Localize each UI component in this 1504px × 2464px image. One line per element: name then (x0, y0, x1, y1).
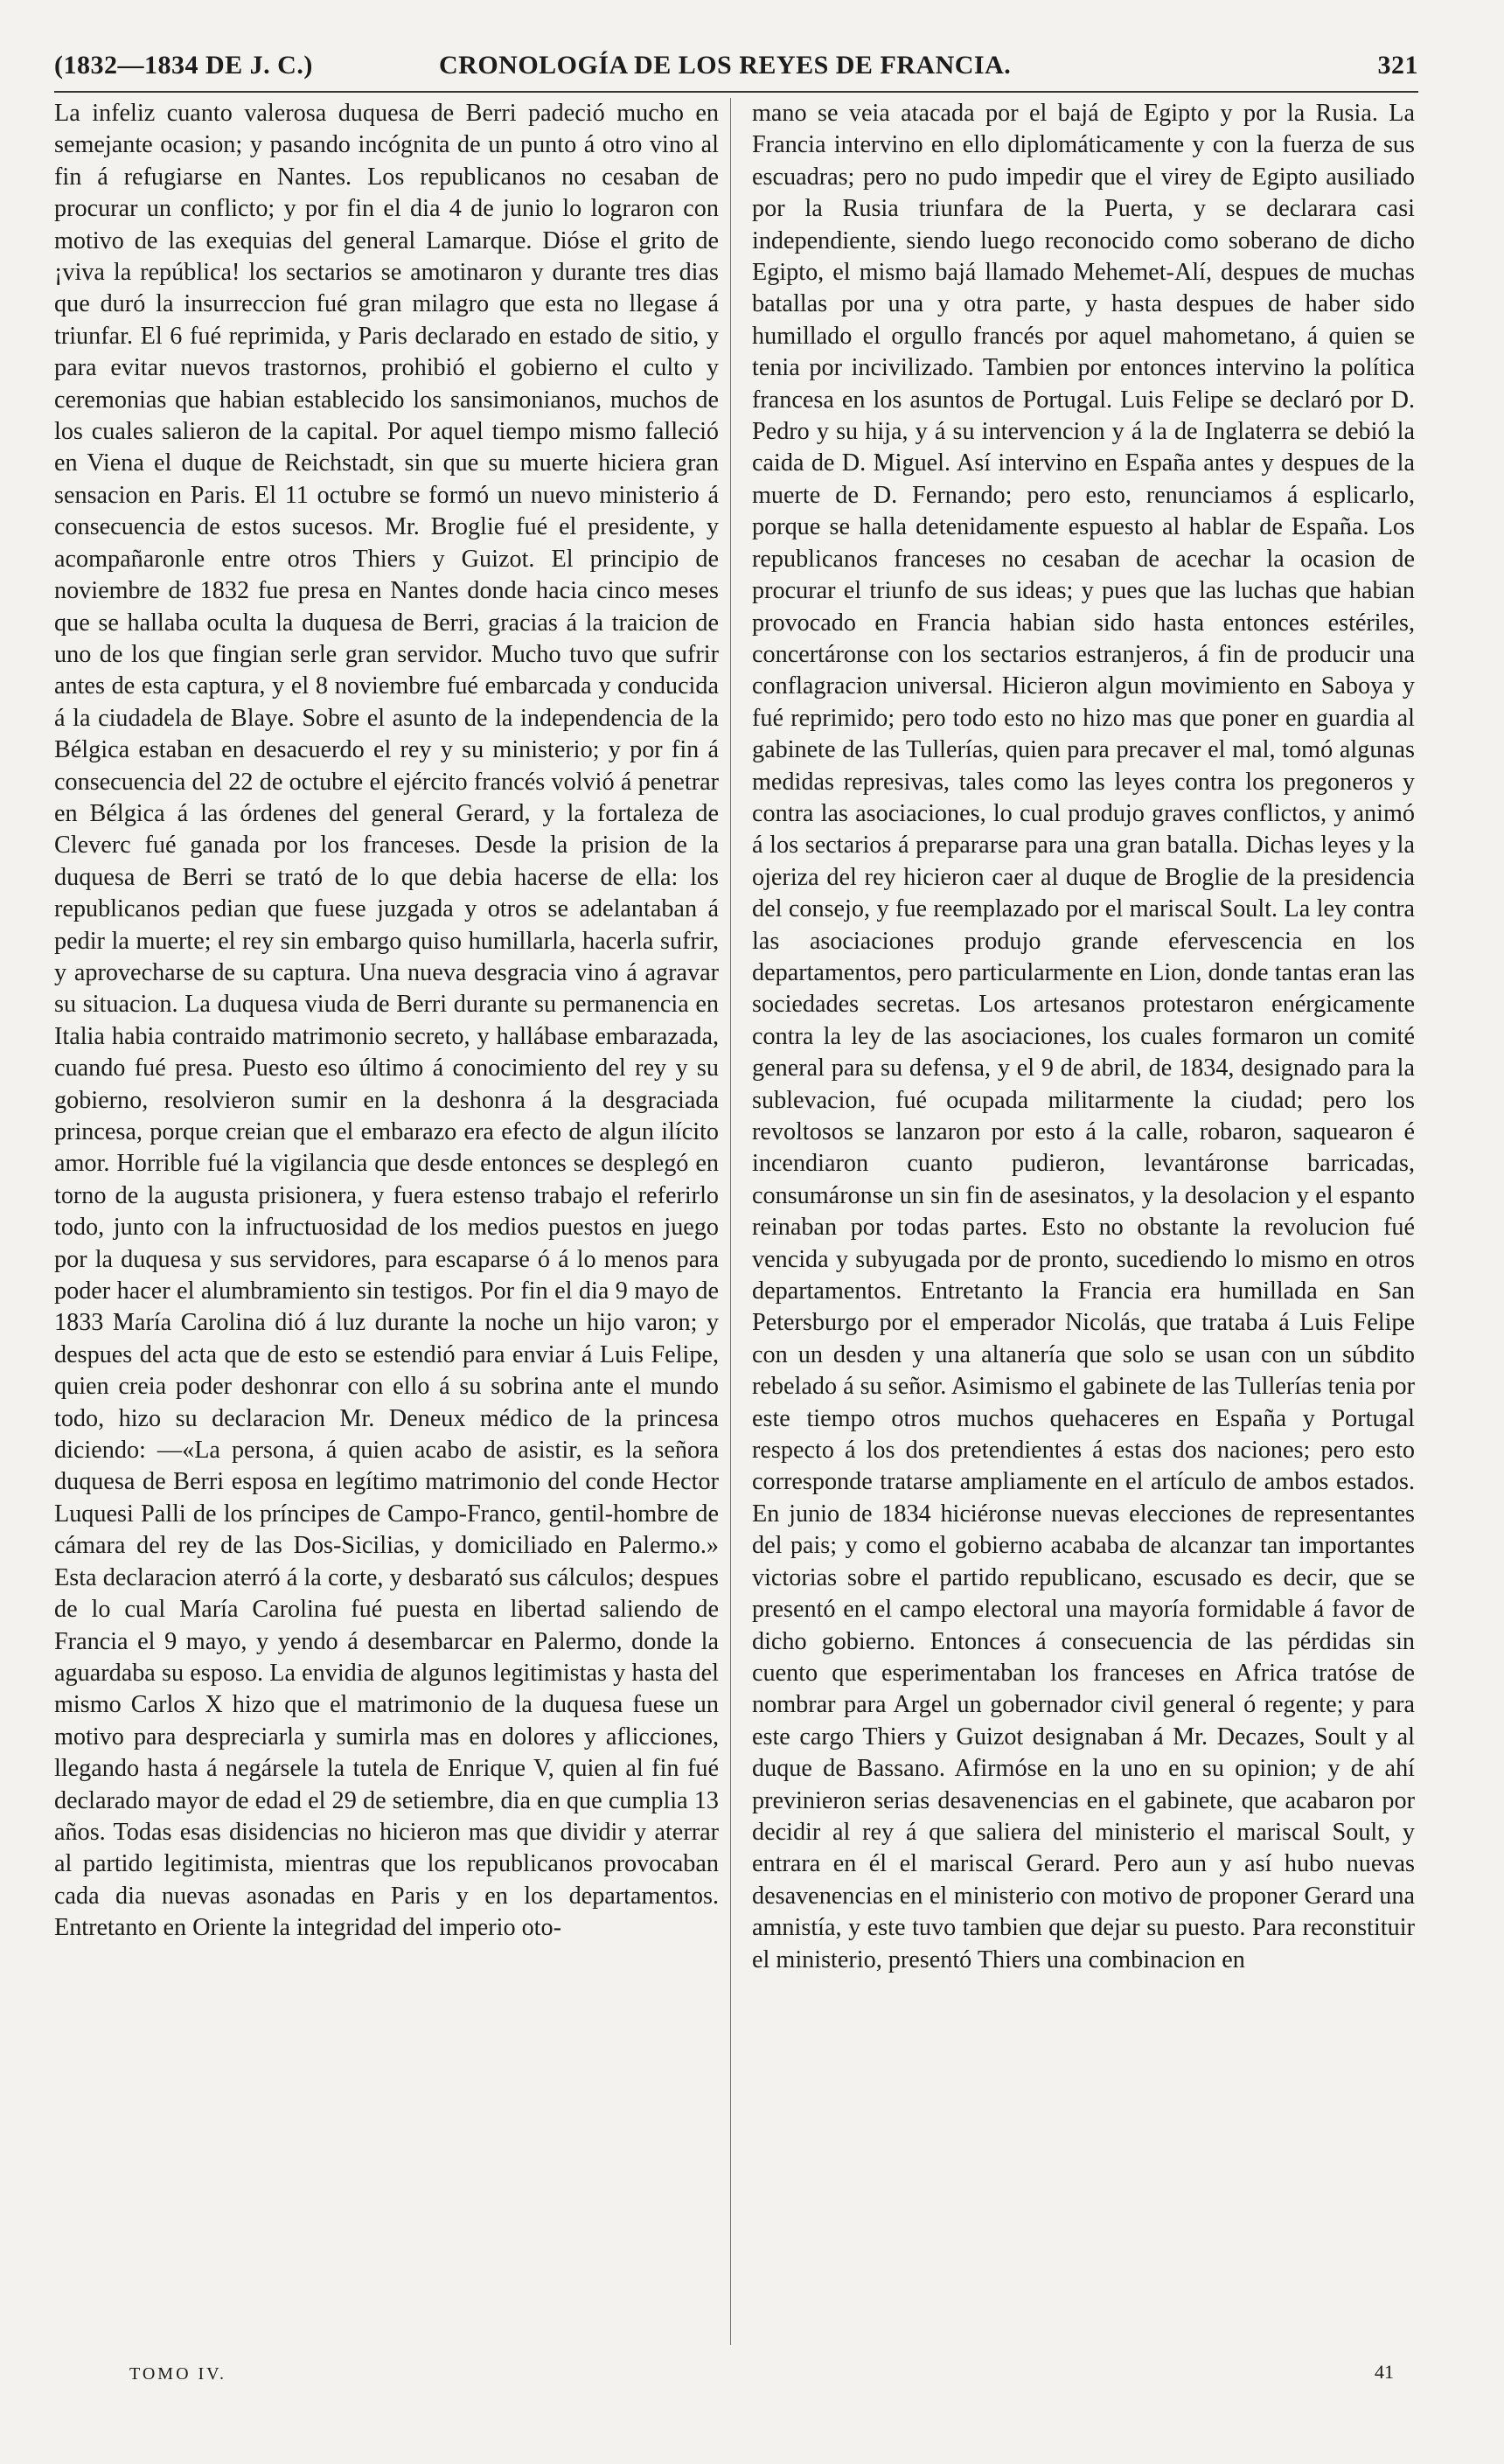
page-number: 321 (1377, 51, 1418, 80)
left-column (54, 98, 719, 2336)
page-header (54, 51, 1418, 93)
header-rule (54, 91, 1418, 93)
running-title: CRONOLOGÍA DE LOS REYES DE FRANCIA. (439, 51, 1012, 80)
volume-label: TOMO IV. (129, 2364, 227, 2384)
signature-mark: 41 (1375, 2361, 1394, 2383)
date-range: (1832—1834 DE J. C.) (54, 51, 313, 80)
column-divider (730, 98, 731, 2345)
left-column-text: La infeliz cuanto valerosa duquesa de Berri padeció mucho en semejante ocasion; y pasando incógnita de un punto á otro vino al fin á refugiarse en Nantes. Los republicanos no cesaban de procurar un conflicto; y por fin el dia 4 de junio lo lograron con motivo de las exequias del general Lamarque. Dióse el grito de ¡viva la república! los sectarios se amotinaron y durante tres dias que duró la insurreccion fué gran milagro que esta no llegase á triunfar. El 6 fué reprimida, y Paris declarado en estado de sitio, y para evitar nuevos trastornos, prohibió el gobierno el culto y ceremonias que habian establecido los sansimonianos, muchos de los cuales salieron de la capital. Por aquel tiempo mismo falleció en Viena el duque de Reichstadt, sin que su muerte hiciera gran sensacion en Paris. El 11 octubre se formó un nuevo ministerio á consecuencia de estos sucesos. Mr. Broglie fué el presidente, y acompañaronle entre otros Thiers y Guizot. El principio de noviembre de 1832 fue presa en Nantes donde hacia cinco meses que se hallaba oculta la duquesa de Berri, gracias á la traicion de uno de los que fingian serle gran servidor. Mucho tuvo que sufrir antes de esta captura, y el 8 noviembre fué embarcada y conducida á la ciudadela de Blaye. Sobre el asunto de la independencia de la Bélgica estaban en desacuerdo el rey y su ministerio; y por fin á consecuencia del 22 de octubre el ejército francés volvió á penetrar en Bélgica á las órdenes del general Gerard, y la fortaleza de Cleverc fué ganada por los franceses. Desde la prision de la duquesa de Berri se trató de lo que debia hacerse de ella: los republicanos pedian que fuese juzgada y otros se adelantaban á pedir la muerte; el rey sin embargo quiso humillarla, hacerla sufrir, y aprovecharse de su captura. Una nueva desgracia vino á agravar su situacion. La duquesa viuda de Berri durante su permanencia en Italia habia contraido matrimonio secreto, y hallábase embarazada, cuando fué presa. Puesto eso último á conocimiento del rey y su gobierno, resolvieron sumir en la deshonra á la desgraciada princesa, porque creian que el embarazo era efecto de algun ilícito amor. Horrible fué la vigilancia que desde entonces se desplegó en torno de la augusta prisionera, y fuera estenso trabajo el referirlo todo, junto con la infructuosidad de los medios puestos en juego por la duquesa y sus servidores, para escaparse ó á lo menos para poder hacer el alumbramiento sin testigos. Por fin el dia 9 mayo de 1833 María Carolina dió á luz durante la noche un hijo varon; y despues del acta que de esto se estendió para enviar á Luis Felipe, quien creia poder deshonrar con ello á su sobrina ante el mundo todo, hizo su declaracion Mr. Deneux médico de la princesa diciendo: —«La persona, á quien acabo de asistir, es la señora duquesa de Berri esposa en legítimo matrimonio del conde Hector Luquesi Palli de los príncipes de Campo-Franco, gentil-hombre de cámara del rey de las Dos-Sicilias, y domiciliado en Palermo.» Esta declaracion aterró á la corte, y desbarató sus cálculos; despues de lo cual María Carolina fué puesta en libertad saliendo de Francia el 9 mayo, y yendo á desembarcar en Palermo, donde la aguardaba su esposo. La envidia de algunos legitimistas y hasta del mismo Carlos X hizo que el matrimonio de la duquesa fuese un motivo para despreciarla y sumirla mas en dolores y aflicciones, llegando hasta á negársele la tutela de Enrique V, quien al fin fué declarado mayor de edad el 29 de setiembre, dia en que cumplia 13 años. Todas esas disidencias no hicieron mas que dividir y aterrar al partido legitimista, mientras que los republicanos provocaban cada dia nuevas asonadas en Paris y en los departamentos. Entretanto en Oriente la integridad del imperio oto- (54, 100, 719, 1942)
right-column (752, 98, 1415, 2336)
right-column-text: mano se veia atacada por el bajá de Egipto y por la Rusia. La Francia intervino en ello diplomáticamente y con la fuerza de sus escuadras; pero no pudo impedir que el virey de Egipto ausiliado por la Rusia triunfara de la Puerta, y se declarara casi independiente, siendo luego reconocido como soberano de dicho Egipto, el mismo bajá llamado Mehemet-Alí, despues de muchas batallas por una y otra parte, y hasta despues de haber sido humillado el orgullo francés por aquel mahometano, á quien se tenia por incivilizado. Tambien por entonces intervino la política francesa en los asuntos de Portugal. Luis Felipe se declaró por D. Pedro y su hija, y á su intervencion y á la de Inglaterra se debió la caida de D. Miguel. Así intervino en España antes y despues de la muerte de D. Fernando; pero esto, renunciamos á esplicarlo, porque se halla detenidamente espuesto al hablar de España. Los republicanos franceses no cesaban de acechar la ocasion de procurar el triunfo de sus ideas; y pues que las luchas que habian provocado en Francia habian sido hasta entonces estériles, concertáronse con los sectarios estranjeros, á fin de producir una conflagracion universal. Hicieron algun movimiento en Saboya y fué reprimido; pero todo esto no hizo mas que poner en guardia al gabinete de las Tullerías, quien para precaver el mal, tomó algunas medidas represivas, tales como las leyes contra los pregoneros y contra las asociaciones, lo cual produjo graves conflictos, y animó á los sectarios á prepararse para una gran batalla. Dichas leyes y la ojeriza del rey hicieron caer al duque de Broglie de la presidencia del consejo, y fue reemplazado por el mariscal Soult. La ley contra las asociaciones produjo grande efervescencia en los departamentos, pero particularmente en Lion, donde tantas eran las sociedades secretas. Los artesanos protestaron enérgicamente contra la ley de las asociaciones, los cuales formaron un comité general para su defensa, y el 9 de abril, de 1834, designado para la sublevacion, fué ocupada militarmente la ciudad; pero los revoltosos se lanzaron por esto á la calle, robaron, saquearon é incendiaron cuanto pudieron, levantáronse barricadas, consumáronse un sin fin de asesinatos, y la desolacion y el espanto reinaban por todas partes. Esto no obstante la revolucion fué vencida y subyugada por de pronto, sucediendo lo mismo en otros departamentos. Entretanto la Francia era humillada en San Petersburgo por el emperador Nicolás, que trataba á Luis Felipe con un desden y una altanería que solo se usan con un súbdito rebelado á su señor. Asimismo el gabinete de las Tullerías tenia por este tiempo otros muchos quehaceres en España y Portugal respecto á los dos pretendientes á estas dos naciones; pero esto corresponde tratarse ampliamente en el artículo de ambos estados. En junio de 1834 hiciéronse nuevas elecciones de representantes del pais; y como el gobierno acababa de alcanzar tan importantes victorias sobre el partido republicano, escusado es decir, que se presentó en el campo electoral una mayoría formidable á favor de dicho gobierno. Entonces á consecuencia de las pérdidas sin cuento que esperimentaban los franceses en Africa tratóse de nombrar para Argel un gobernador civil general ó regente; y para este cargo Thiers y Guizot designaban á Mr. Decazes, Soult y al duque de Bassano. Afirmóse en la uno en su opinion; y de ahí previnieron serias desavenencias en el gabinete, que acabaron por decidir al rey á que saliera del ministerio el mariscal Soult, y entrara en él el mariscal Gerard. Pero aun y así hubo nuevas desavenencias en el ministerio con motivo de proponer Gerard una amnistía, y este tuvo tambien que dejar su puesto. Para reconstituir el ministerio, presentó Thiers una combinacion en (752, 100, 1415, 1973)
